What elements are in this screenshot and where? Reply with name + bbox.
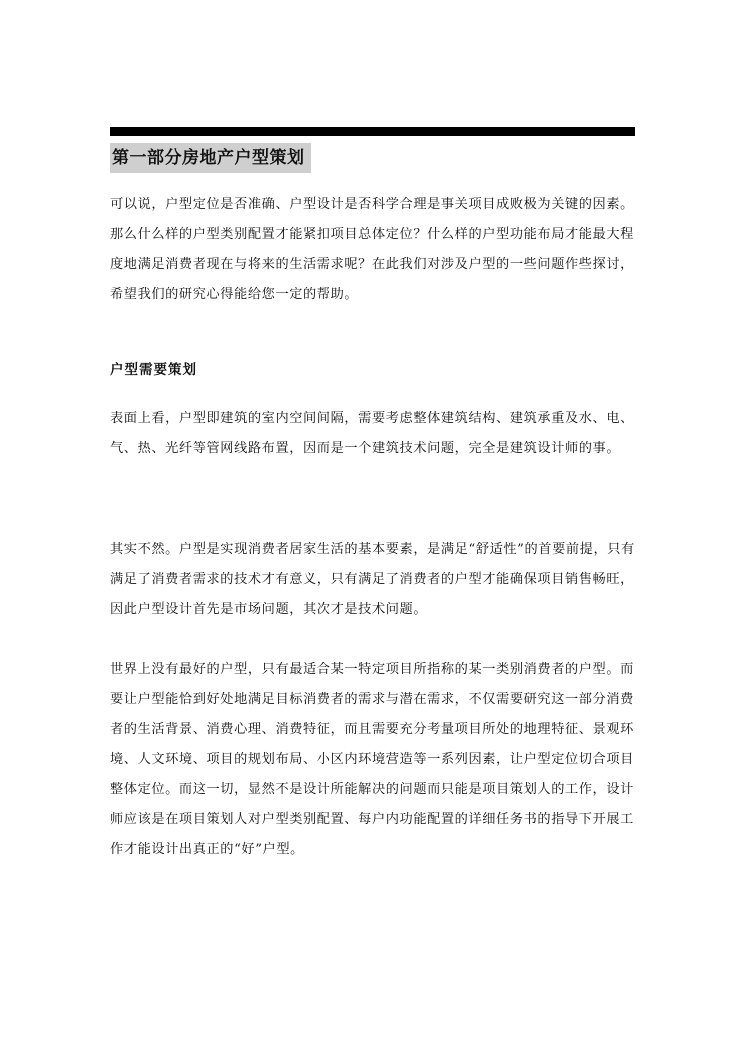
top-rule [110, 127, 635, 136]
section-title: 第一部分房地产户型策划 [110, 143, 311, 173]
paragraph-3: 世界上没有最好的户型，只有最适合某一特定项目所指称的某一类别消费者的户型。而要让户型能恰到好处地满足目标消费者的需求与潜在需求，不仅需要研究这一部分消费者的生活背景、消费心理、消费特征，而且需要充分考量项目所处的地理特征、景观环境、人文环境、项目的规划布局、小区内环境营造等一系列因素，让户型定位切合项目整体定位。而这一切，显然不是设计所能解决的问题而只能是项目策划人的工作，设计师应该是在项目策划人对户型类别配置、每户内功能配置的详细任务书的指导下开展工作才能设计出真正的“好”户型。 [110, 662, 634, 857]
subheading: 户型需要策划 [110, 362, 197, 378]
paragraph-1: 表面上看，户型即建筑的室内空间间隔，需要考虑整体建筑结构、建筑承重及水、电、气、热、光纤等管网线路布置，因而是一个建筑技术问题，完全是建筑设计师的事。 [110, 411, 634, 456]
intro-paragraph: 可以说，户型定位是否准确、户型设计是否科学合理是事关项目成败极为关键的因素。那么什么样的户型类别配置才能紧扣项目总体定位？什么样的户型功能布局才能最大程度地满足消费者现在与将来的生活需求呢？在此我们对涉及户型的一些问题作些探讨，希望我们的研究心得能给您一定的帮助。 [110, 197, 634, 302]
paragraph-2: 其实不然。户型是实现消费者居家生活的基本要素，是满足“舒适性”的首要前提，只有满足了消费者需求的技术才有意义，只有满足了消费者的户型才能确保项目销售畅旺，因此户型设计首先是市场问题，其次才是技术问题。 [110, 542, 635, 617]
